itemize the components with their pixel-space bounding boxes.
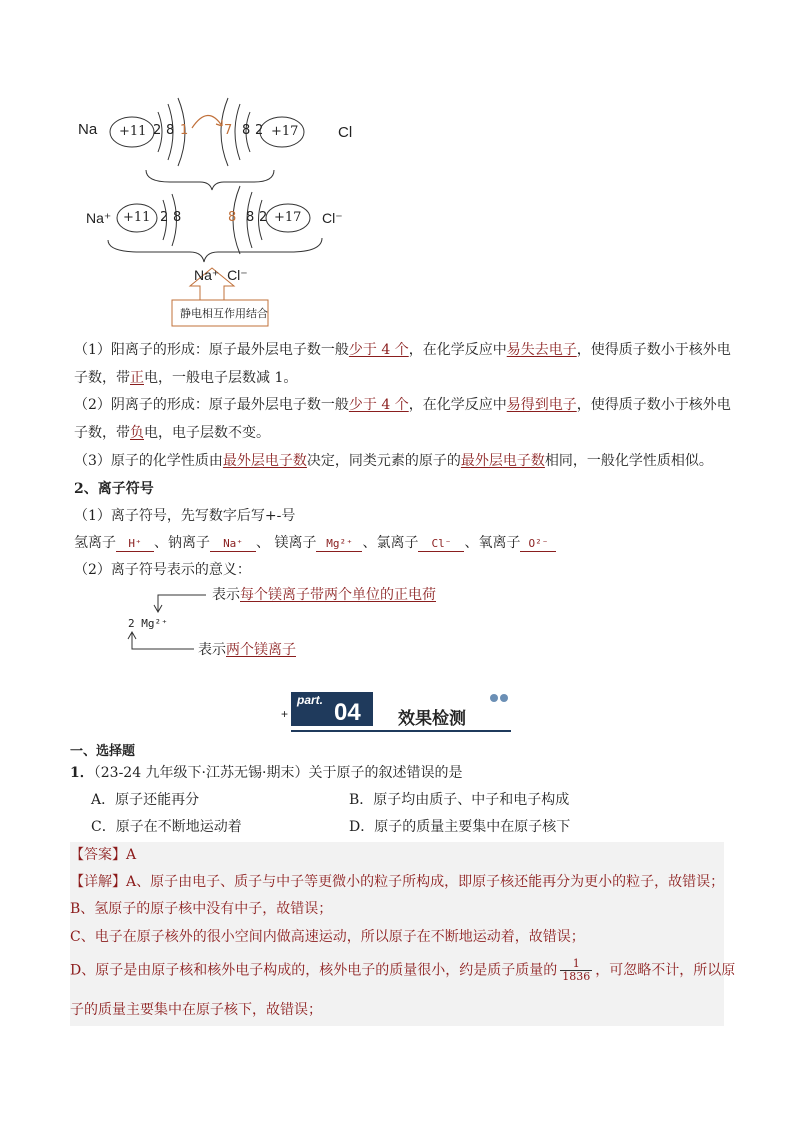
bottom-arrow-line bbox=[132, 633, 194, 649]
text: ，使得质子数小于核外电 bbox=[576, 342, 731, 358]
na-nucleus-charge: +11 bbox=[119, 124, 147, 139]
compound-label: Na⁺ Cl⁻ bbox=[194, 267, 248, 283]
na-shell-1: 2 bbox=[153, 123, 162, 138]
banner-plus: + bbox=[281, 707, 289, 721]
text: ，在化学反应中 bbox=[408, 397, 507, 413]
ion-examples-line bbox=[74, 533, 556, 553]
answer-label: 【答案】A bbox=[70, 847, 137, 863]
cl-shell-arc bbox=[235, 104, 240, 160]
detail-label: 【详解】 bbox=[70, 874, 126, 890]
note-cation-line2 bbox=[74, 368, 297, 388]
cl-ion-shell-2: 8 bbox=[246, 210, 255, 225]
detail-line-a bbox=[70, 872, 724, 892]
detail-line-e: 子的质量主要集中在原子核下，故错误； bbox=[70, 1002, 322, 1018]
cl-ion-shell-1: 8 bbox=[228, 210, 237, 225]
cl-ion-symbol: Cl⁻ bbox=[322, 210, 343, 226]
answer-underline: 少于 4 个 bbox=[348, 342, 409, 358]
note-anion-line2 bbox=[74, 423, 270, 443]
answer-underline: 易失去电子 bbox=[506, 342, 577, 358]
text: （3）原子的化学性质由 bbox=[74, 453, 223, 469]
cl-nucleus-charge: +17 bbox=[271, 124, 299, 139]
ion-blank-h: H⁺ bbox=[116, 536, 154, 552]
cl-ion-shell-3: 2 bbox=[259, 210, 268, 225]
text: 、氯离子 bbox=[362, 535, 419, 551]
ion-blank-mg: Mg²⁺ bbox=[316, 536, 362, 552]
question-source: （23-24 九年级下·江苏无锡·期末） bbox=[93, 765, 309, 781]
note-anion-line1 bbox=[74, 395, 731, 415]
text: 子数，带 bbox=[74, 425, 130, 441]
note-cation-line1 bbox=[74, 340, 731, 360]
cl-symbol: Cl bbox=[338, 124, 353, 141]
detail-line-b: B、氢原子的原子核中没有中子，故错误； bbox=[70, 901, 333, 917]
ion-blank-cl: Cl⁻ bbox=[418, 536, 464, 552]
ion-blank-na: Na⁺ bbox=[210, 536, 256, 552]
ion-symbol-2mg: 2 Mg²⁺ bbox=[128, 617, 168, 630]
text: ，使得质子数小于核外电 bbox=[576, 397, 731, 413]
na-shell-2: 8 bbox=[166, 123, 175, 138]
na-ion-nucleus-charge: +11 bbox=[123, 210, 151, 225]
text: 子数，带 bbox=[74, 370, 130, 386]
detail-line-c: C、电子在原子核外的很小空间内做高速运动，所以原子在不断地运动着，故错误； bbox=[70, 929, 585, 945]
question-number: 1． bbox=[70, 765, 94, 781]
option-c[interactable]: C．原子在不断地运动着 bbox=[91, 819, 242, 835]
text: A、原子由电子、质子与中子等更微小的粒子所构成，即原子核还能再分为更小的粒子，故错误； bbox=[126, 874, 725, 890]
banner-dots-icon bbox=[488, 692, 512, 704]
top-arrow-line bbox=[158, 595, 206, 611]
text: 、钠离子 bbox=[154, 535, 210, 551]
text: ，在化学反应中 bbox=[408, 342, 507, 358]
question-type-title: 一、选择题 bbox=[70, 744, 136, 759]
cl-shell-3: 2 bbox=[255, 123, 264, 138]
meaning-title: （2）离子符号表示的意义： bbox=[74, 562, 251, 578]
bottom-meaning bbox=[198, 640, 296, 660]
na-ion-shell-2: 8 bbox=[173, 210, 182, 225]
text: （1）阳离子的形成：原子最外层电子数一般 bbox=[74, 342, 349, 358]
text: 决定，同类元素的原子的 bbox=[306, 453, 461, 469]
option-d[interactable]: D．原子的质量主要集中在原子核下 bbox=[349, 819, 571, 835]
brace-bottom bbox=[108, 238, 322, 262]
bond-box-text: 静电相互作用结合 bbox=[180, 307, 268, 320]
question-text: 关于原子的叙述错误的是 bbox=[308, 765, 463, 781]
text: 相同，一般化学性质相似。 bbox=[544, 453, 713, 469]
ion-blank-o: O²⁻ bbox=[520, 536, 556, 552]
banner-part: part. bbox=[297, 693, 324, 707]
na-symbol: Na bbox=[78, 121, 98, 138]
banner-underline bbox=[291, 730, 511, 732]
answer-underline: 易得到电子 bbox=[506, 397, 577, 413]
answer-underline: 最外层电子数 bbox=[222, 453, 307, 469]
text: D、原子是由原子核和核外电子构成的，核外电子的质量很小，约是质子质量的 bbox=[70, 962, 558, 979]
ion-symbol-rule: （1）离子符号，先写数字后写+-号 bbox=[74, 508, 296, 524]
answer-underline: 负 bbox=[130, 425, 144, 441]
banner-number: 04 bbox=[334, 699, 361, 726]
cl-shell-1: 7 bbox=[224, 123, 233, 138]
na-ion-shell-1: 2 bbox=[160, 210, 169, 225]
section-ion-symbol-title: 2、离子符号 bbox=[74, 481, 154, 497]
detail-line-d bbox=[70, 958, 735, 983]
answer-underline: 最外层电子数 bbox=[460, 453, 545, 469]
top-meaning bbox=[212, 585, 436, 605]
na-ion-symbol: Na⁺ bbox=[86, 210, 112, 226]
answer-underline: 每个镁离子带两个单位的正电荷 bbox=[240, 587, 436, 603]
answer-underline: 正 bbox=[130, 370, 144, 386]
cl-shell-2: 8 bbox=[242, 123, 251, 138]
text: 、氧离子 bbox=[464, 535, 521, 551]
fraction-numerator: 1 bbox=[560, 958, 592, 971]
text: （2）阴离子的形成：原子最外层电子数一般 bbox=[74, 397, 349, 413]
na-shell-3: 1 bbox=[180, 123, 189, 138]
text: 氢离子 bbox=[74, 535, 116, 551]
question-1-stem bbox=[70, 763, 462, 783]
fraction-denominator: 1836 bbox=[562, 970, 591, 983]
banner-title: 效果检测 bbox=[398, 709, 466, 729]
text: 表示 bbox=[212, 587, 240, 603]
text: 电，一般电子层数减 1。 bbox=[144, 370, 298, 386]
text: 、 镁离子 bbox=[256, 535, 317, 551]
cl-ion-nucleus-charge: +17 bbox=[274, 210, 302, 225]
text: ，可忽略不计，所以原 bbox=[595, 962, 736, 979]
answer-underline: 两个镁离子 bbox=[226, 642, 296, 658]
brace-top bbox=[146, 170, 274, 190]
fraction bbox=[560, 958, 592, 983]
option-b[interactable]: B．原子均由质子、中子和电子构成 bbox=[349, 792, 570, 808]
note-chemical-property bbox=[74, 451, 713, 471]
text: 表示 bbox=[198, 642, 226, 658]
answer-underline: 少于 4 个 bbox=[348, 397, 409, 413]
text: 电，电子层数不变。 bbox=[144, 425, 270, 441]
electron-transfer-arrow bbox=[192, 115, 222, 128]
option-a[interactable]: A．原子还能再分 bbox=[91, 792, 200, 808]
